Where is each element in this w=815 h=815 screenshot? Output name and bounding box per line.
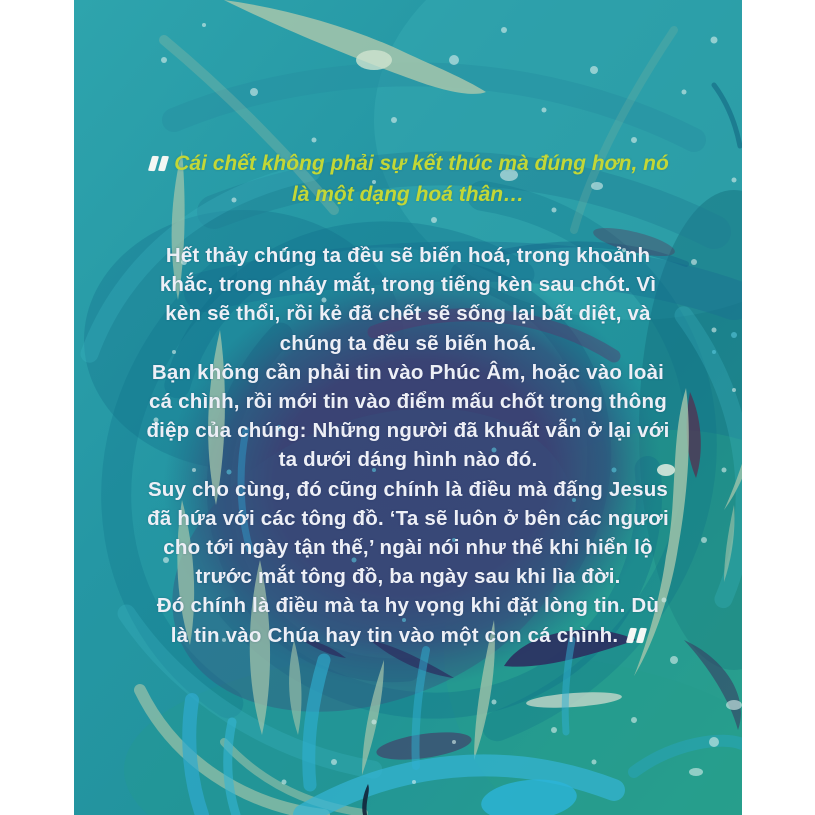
body-line: trước mắt tông đồ, ba ngày sau khi lìa đời. xyxy=(195,565,621,589)
body-line: Suy cho cùng, đó cũng chính là điều mà đấng Jesus xyxy=(147,477,669,501)
body-line: ta dưới dáng hình nào đó. xyxy=(278,448,538,472)
body-line: Hết thảy chúng ta đều sẽ biến hoá, trong khoảnh xyxy=(165,244,651,267)
body-line: đã hứa với các tông đồ. ‘Ta sẽ luôn ở bên các ngươi xyxy=(147,506,669,530)
quote-body xyxy=(74,241,742,650)
quote-line-1 xyxy=(74,148,742,179)
body-line: kèn sẽ thổi, rồi kẻ đã chết sẽ sống lại bất diệt, và xyxy=(165,302,651,326)
closing-quote-icon xyxy=(625,628,645,643)
book-quote-page xyxy=(74,0,742,815)
quote-line-2 xyxy=(74,179,742,210)
opening-quote-icon xyxy=(147,156,167,171)
body-line: cho tới ngày tận thế,’ ngài nói như thế khi hiển lộ xyxy=(163,536,653,560)
body-line: chúng ta đều sẽ biến hoá. xyxy=(279,331,537,355)
body-line: điệp của chúng: Những người đã khuất vẫn ở lại với xyxy=(146,419,670,443)
quote-line-2-text: là một dạng hoá thân… xyxy=(291,183,525,206)
body-line-last-text: là tin vào Chúa hay tin vào một con cá chình. xyxy=(170,623,619,647)
quote-line-1-text: Cái chết không phải sự kết thúc mà đúng hơn, nó xyxy=(174,152,669,175)
body-line-last xyxy=(74,621,742,650)
body-line: cá chình, rồi mới tin vào điểm mấu chốt trong thông xyxy=(149,390,667,414)
body-line: Bạn không cần phải tin vào Phúc Âm, hoặc vào loài xyxy=(151,360,665,384)
body-line: Đó chính là điều mà ta hy vọng khi đặt lòng tin. Dù xyxy=(156,594,660,618)
body-line: khắc, trong nháy mắt, trong tiếng kèn sau chót. Vì xyxy=(159,273,657,297)
highlight-quote xyxy=(74,148,742,210)
